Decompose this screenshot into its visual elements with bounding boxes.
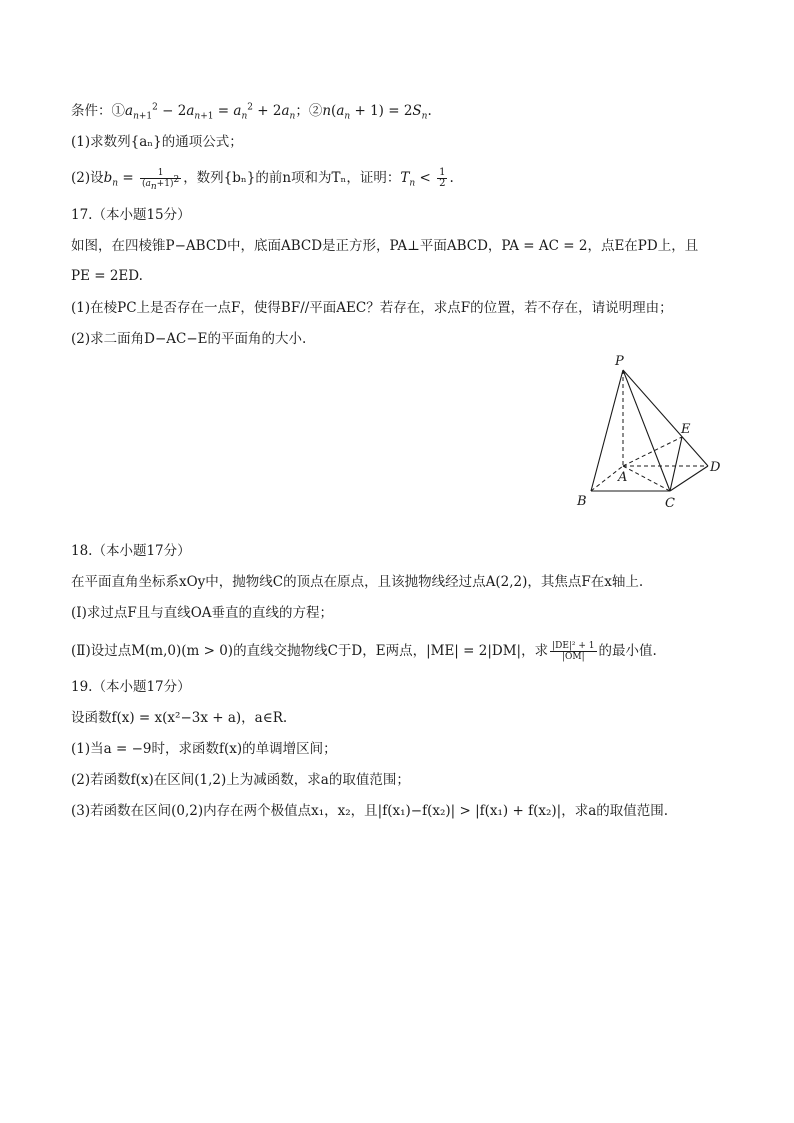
p17-question-1: (1)在棱PC上是否存在一点F，使得BF//平面AEC？若存在，求点F的位置，若不存在，请说明理由； <box>71 300 673 316</box>
p18-heading: 18.（本小题17分） <box>71 543 191 559</box>
p19-question-3: (3)若函数在区间(0,2)内存在两个极值点x₁，x₂，且|f(x₁)−f(x₂)| > |f(x₁) + f(x₂)|，求a的取值范围. <box>71 803 669 819</box>
b-n-fraction: $\frac{1}{(a_n+1)^2}$ <box>141 168 180 192</box>
p18-question-2: (Ⅱ)设过点M(m,0)(m > 0)的直线交抛物线C于D，E两点，|ME| = 2|DM|，求 $\frac{\text{|DE|² + 1}}{|OM|}$ 的最小值. <box>71 641 657 662</box>
label-E: E <box>681 422 691 437</box>
label-B: B <box>577 494 587 509</box>
p18-question-1: (Ⅰ)求过点F且与直线OA垂直的直线的方程； <box>71 605 334 621</box>
p19-question-2: (2)若函数f(x)在区间(1,2)上为减函数，求a的取值范围； <box>71 772 410 788</box>
p19-stem: 设函数f(x) = x(x²−3x + a)，a∈R. <box>71 710 288 726</box>
p18-stem: 在平面直角坐标系xOy中，抛物线C的顶点在原点，且该抛物线经过点A(2,2)，其焦点F在x轴上. <box>71 574 644 590</box>
p17-stem-line-2: PE = 2ED. <box>71 268 143 284</box>
p16-question-1: (1)求数列{aₙ}的通项公式； <box>71 134 243 150</box>
de-om-fraction: $\frac{\text{|DE|² + 1}}{|OM|}$ <box>552 641 595 662</box>
half-fraction: $\frac{1}{2}$ <box>439 167 446 189</box>
p17-stem-line-1: 如图，在四棱锥P−ABCD中，底面ABCD是正方形，PA⊥平面ABCD，PA = AC = 2，点E在PD上，且 <box>71 238 699 254</box>
label-D: D <box>710 460 721 475</box>
label-A: A <box>618 470 628 485</box>
p19-heading: 19.（本小题17分） <box>71 679 191 695</box>
pyramid-figure <box>560 350 740 520</box>
p19-question-1: (1)当a = −9时，求函数f(x)的单调增区间； <box>71 741 337 757</box>
label-C: C <box>665 496 675 511</box>
p17-heading: 17.（本小题15分） <box>71 207 191 223</box>
label-P: P <box>615 354 624 369</box>
p17-question-2: (2)求二面角D−AC−E的平面角的大小. <box>71 331 307 347</box>
p16-question-2: (2)设$b_n$ = $\frac{1}{(a_n+1)^2}$ ，数列{bₙ}的前n项和为Tₙ，证明：$T_n$ < $\frac{1}{2}$ . <box>71 167 454 192</box>
condition-line: 条件：$①a_{n+1}^2 - 2a_{n+1} = a_n^2 + 2a_n$；$②n(a_n + 1) = 2S_n$. <box>71 102 432 122</box>
